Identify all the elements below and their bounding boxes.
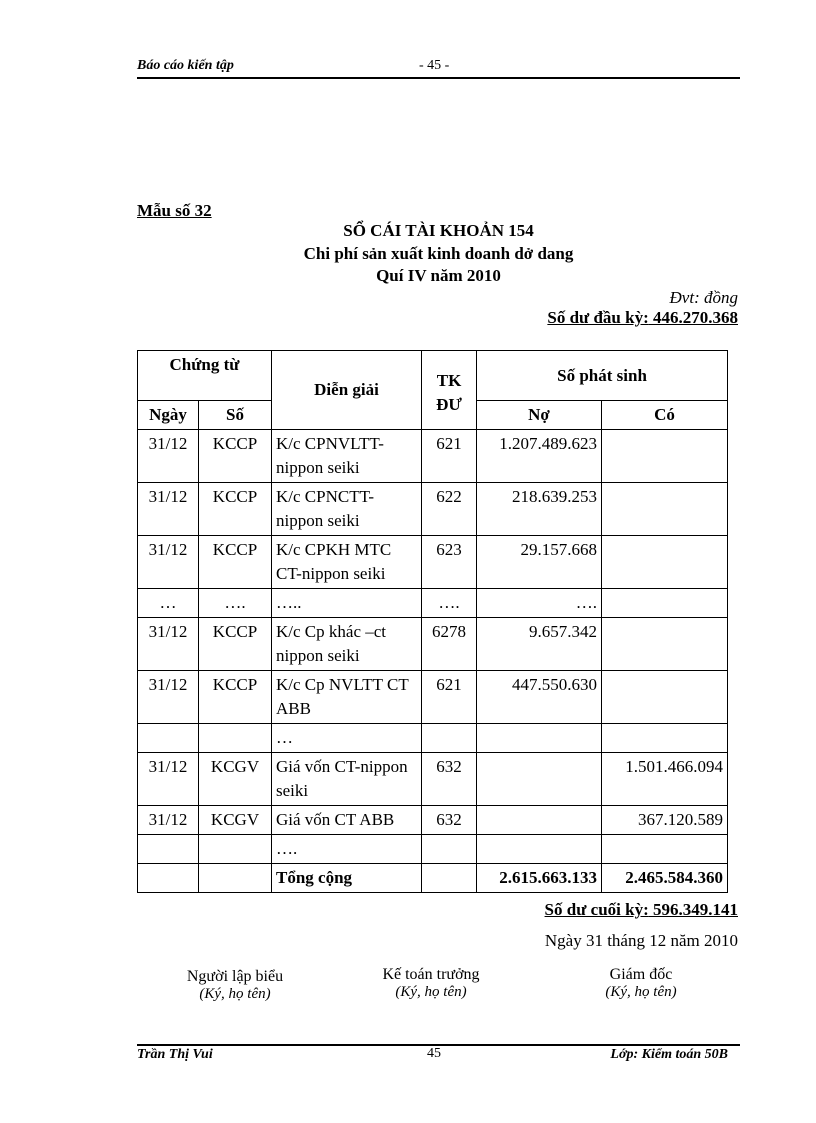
cell-date: 31/12 bbox=[138, 671, 199, 724]
cell-number: KCCP bbox=[199, 618, 272, 671]
cell-date: 31/12 bbox=[138, 618, 199, 671]
title-line-2: Chi phí sản xuất kinh doanh dở dang bbox=[303, 244, 574, 263]
opening-balance-value: 446.270.368 bbox=[653, 308, 738, 327]
cell-number: KCGV bbox=[199, 753, 272, 806]
cell-date: 31/12 bbox=[138, 753, 199, 806]
closing-balance-label: Số dư cuối kỳ: bbox=[544, 900, 649, 919]
cell-number bbox=[199, 724, 272, 753]
cell-credit bbox=[602, 618, 728, 671]
cell-description: Giá vốn CT ABB bbox=[272, 806, 422, 835]
closing-balance bbox=[545, 900, 738, 920]
table-row bbox=[138, 671, 728, 724]
cell-number bbox=[199, 835, 272, 864]
cell-description: K/c Cp khác –ct nippon seiki bbox=[272, 618, 422, 671]
cell-debit bbox=[477, 835, 602, 864]
header-divider bbox=[137, 77, 740, 79]
header-date: Ngày bbox=[138, 401, 199, 430]
ledger-table bbox=[137, 350, 728, 893]
cell-credit: 367.120.589 bbox=[602, 806, 728, 835]
cell-debit bbox=[477, 724, 602, 753]
unit-label: Đvt: đồng bbox=[669, 288, 738, 307]
cell-date bbox=[138, 724, 199, 753]
cell-number: KCCP bbox=[199, 430, 272, 483]
cell-credit bbox=[602, 589, 728, 618]
signature-hint: (Ký, họ tên) bbox=[605, 984, 677, 1000]
footer-page-number: 45 bbox=[427, 1046, 441, 1061]
cell-credit bbox=[602, 835, 728, 864]
total-row bbox=[138, 864, 728, 893]
opening-balance-label: Số dư đầu kỳ: bbox=[547, 308, 649, 327]
cell-credit bbox=[602, 724, 728, 753]
title-line-3: Quí IV năm 2010 bbox=[376, 266, 501, 285]
cell-debit: 218.639.253 bbox=[477, 483, 602, 536]
cell-description: K/c Cp NVLTT CT ABB bbox=[272, 671, 422, 724]
cell-description: K/c CPKH MTC CT-nippon seiki bbox=[272, 536, 422, 589]
header-description: Diễn giải bbox=[272, 351, 422, 430]
cell-account bbox=[422, 835, 477, 864]
cell-description: Giá vốn CT-nippon seiki bbox=[272, 753, 422, 806]
cell-debit bbox=[477, 753, 602, 806]
cell-debit: 1.207.489.623 bbox=[477, 430, 602, 483]
cell-date bbox=[138, 835, 199, 864]
header-number: Số bbox=[199, 401, 272, 430]
cell-number: KCGV bbox=[199, 806, 272, 835]
signature-chief-accountant bbox=[331, 966, 531, 1001]
cell-debit: 9.657.342 bbox=[477, 618, 602, 671]
cell-account: 632 bbox=[422, 806, 477, 835]
header-voucher: Chứng từ bbox=[138, 351, 272, 401]
footer-author: Trần Thị Vui bbox=[137, 1047, 213, 1062]
total-credit: 2.465.584.360 bbox=[602, 864, 728, 893]
cell-debit: 29.157.668 bbox=[477, 536, 602, 589]
cell-debit: 447.550.630 bbox=[477, 671, 602, 724]
cell-date: … bbox=[138, 589, 199, 618]
signature-role: Người lập biểu bbox=[186, 968, 284, 985]
date-line: Ngày 31 tháng 12 năm 2010 bbox=[544, 931, 738, 950]
footer-class: Lớp: Kiểm toán 50B bbox=[610, 1047, 728, 1062]
cell-date: 31/12 bbox=[138, 536, 199, 589]
header-amount: Số phát sinh bbox=[477, 351, 728, 401]
total-date-cell bbox=[138, 864, 199, 893]
table-row bbox=[138, 753, 728, 806]
ledger-body bbox=[138, 430, 728, 864]
cell-description: …. bbox=[272, 835, 422, 864]
cell-credit: 1.501.466.094 bbox=[602, 753, 728, 806]
form-number: Mẫu số 32 bbox=[137, 201, 212, 220]
cell-debit: …. bbox=[477, 589, 602, 618]
header-left-text: Báo cáo kiến tập bbox=[137, 58, 234, 73]
signature-hint: (Ký, họ tên) bbox=[199, 986, 271, 1002]
cell-description: K/c CPNVLTT-nippon seiki bbox=[272, 430, 422, 483]
table-row bbox=[138, 430, 728, 483]
cell-description: K/c CPNCTT-nippon seiki bbox=[272, 483, 422, 536]
cell-account: 623 bbox=[422, 536, 477, 589]
signature-role: Kế toán trưởng bbox=[382, 966, 480, 983]
cell-date: 31/12 bbox=[138, 806, 199, 835]
total-debit: 2.615.663.133 bbox=[477, 864, 602, 893]
header-debit: Nợ bbox=[477, 401, 602, 430]
cell-number: …. bbox=[199, 589, 272, 618]
cell-date: 31/12 bbox=[138, 430, 199, 483]
title-line-1: SỔ CÁI TÀI KHOẢN 154 bbox=[343, 221, 534, 240]
cell-credit bbox=[602, 536, 728, 589]
signature-director bbox=[541, 966, 741, 1001]
cell-account: 632 bbox=[422, 753, 477, 806]
header-credit: Có bbox=[602, 401, 728, 430]
opening-balance bbox=[547, 308, 738, 328]
table-row bbox=[138, 483, 728, 536]
cell-debit bbox=[477, 806, 602, 835]
table-row bbox=[138, 835, 728, 864]
cell-credit bbox=[602, 430, 728, 483]
total-label: Tổng cộng bbox=[272, 864, 422, 893]
cell-account: 621 bbox=[422, 671, 477, 724]
cell-account: …. bbox=[422, 589, 477, 618]
cell-date: 31/12 bbox=[138, 483, 199, 536]
table-row bbox=[138, 806, 728, 835]
total-number-cell bbox=[199, 864, 272, 893]
cell-number: KCCP bbox=[199, 483, 272, 536]
signature-hint: (Ký, họ tên) bbox=[395, 984, 467, 1000]
cell-account: 621 bbox=[422, 430, 477, 483]
table-row bbox=[138, 724, 728, 753]
signature-preparer bbox=[135, 968, 335, 1003]
cell-number: KCCP bbox=[199, 671, 272, 724]
cell-account bbox=[422, 724, 477, 753]
cell-description: ….. bbox=[272, 589, 422, 618]
cell-credit bbox=[602, 671, 728, 724]
header-page-number: - 45 - bbox=[419, 58, 450, 73]
header-account: TK ĐƯ bbox=[422, 351, 477, 430]
cell-credit bbox=[602, 483, 728, 536]
signature-role: Giám đốc bbox=[609, 966, 673, 983]
cell-account: 6278 bbox=[422, 618, 477, 671]
cell-account: 622 bbox=[422, 483, 477, 536]
total-account-cell bbox=[422, 864, 477, 893]
closing-balance-value: 596.349.141 bbox=[653, 900, 738, 919]
cell-description: … bbox=[272, 724, 422, 753]
table-row bbox=[138, 618, 728, 671]
cell-number: KCCP bbox=[199, 536, 272, 589]
table-row bbox=[138, 589, 728, 618]
table-row bbox=[138, 536, 728, 589]
